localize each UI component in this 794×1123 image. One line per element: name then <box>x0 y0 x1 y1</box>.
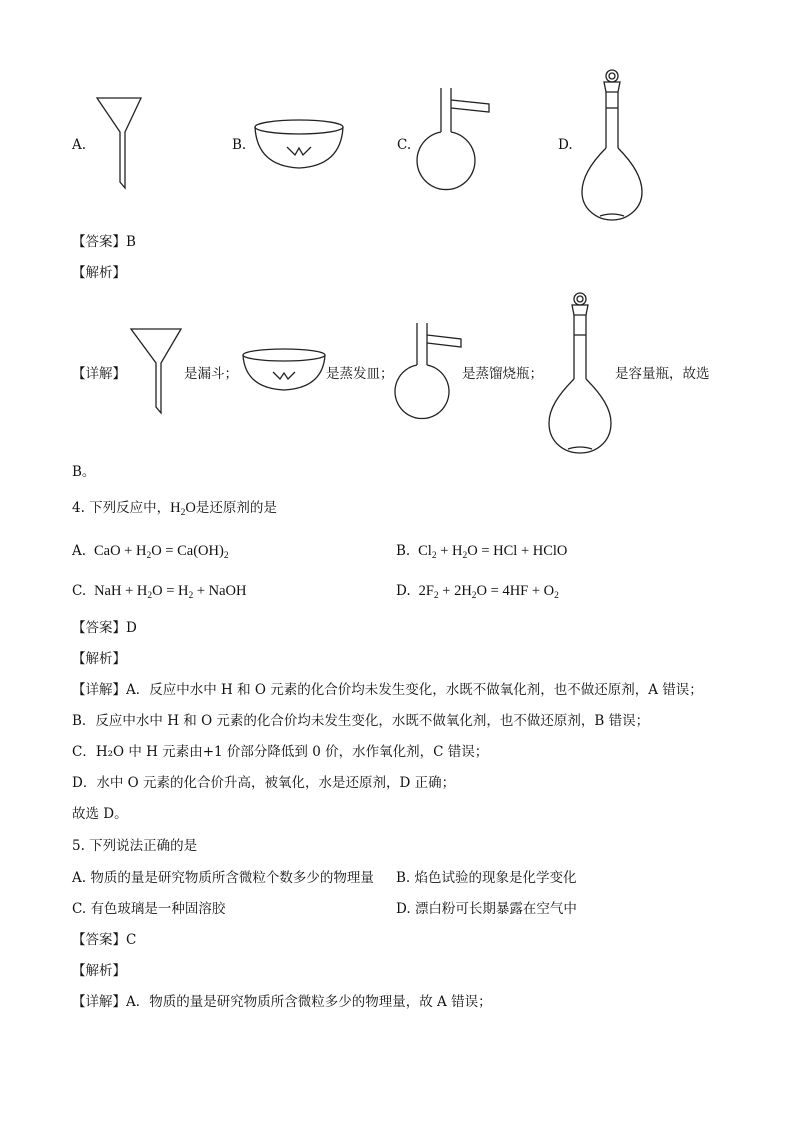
answer-tag: 【答案】 <box>72 932 126 948</box>
option-text: 漂白粉可长期暴露在空气中 <box>414 901 577 917</box>
q4-detail-line-4: D．水中 O 元素的化合价升高，被氧化，水是还原剂，D 正确； <box>72 775 456 791</box>
detail-prefix: C． <box>72 744 96 760</box>
q4-option-b <box>396 542 567 560</box>
q3-option-letter-d: D. <box>558 137 573 153</box>
q3-detail-part-2: 是蒸发皿； <box>326 366 394 382</box>
evaporating-dish-icon <box>254 118 344 170</box>
q3-option-letter-b: B. <box>232 137 247 153</box>
q5-title: 5. 下列说法正确的是 <box>72 838 198 854</box>
q3-detail-tag: 【详解】 <box>72 366 126 382</box>
answer-tag: 【答案】 <box>72 620 126 636</box>
q5-analysis-tag: 【解析】 <box>72 963 126 979</box>
option-letter: B. <box>396 543 411 559</box>
q4-option-b-equation: $Cl_2 + H_2O$ = HCl + HClO <box>414 543 568 561</box>
q3-option-letter-a: A. <box>72 137 87 153</box>
option-letter: C. <box>72 901 87 917</box>
q5-option-d <box>396 900 577 918</box>
detail-text: H₂O 中 H 元素由+1 价部分降低到 0 价，水作氧化剂，C 错误； <box>95 744 489 760</box>
q3-detail-part-4: 是容量瓶，故选 <box>615 366 710 382</box>
q5-option-a <box>72 869 374 887</box>
q4-option-c <box>72 582 247 600</box>
funnel-icon <box>130 327 182 415</box>
option-text: 物质的量是研究物质所含微粒个数多少的物理量 <box>90 870 374 886</box>
q4-title-pre: 4. 下列反应中， <box>72 500 171 516</box>
volumetric-flask-icon <box>547 291 613 455</box>
option-letter: D. <box>396 901 411 917</box>
distillation-flask-icon <box>417 86 493 192</box>
answer-value: D <box>126 620 137 636</box>
option-letter: B. <box>396 870 411 886</box>
option-text: 焰色试验的现象是化学变化 <box>414 870 577 886</box>
option-letter: A. <box>72 870 87 886</box>
funnel-icon <box>96 96 142 188</box>
q4-title-post: 是还原剂的是 <box>195 500 277 516</box>
answer-value: C <box>126 932 137 948</box>
q4-detail-line-1 <box>72 681 703 699</box>
detail-tag: 【详解】 <box>72 682 126 698</box>
q4-option-a <box>72 542 229 560</box>
option-letter: C. <box>72 583 87 599</box>
q4-detail-line-3 <box>72 743 488 761</box>
detail-text: A．物质的量是研究物质所含微粒多少的物理量，故 A 错误； <box>126 994 492 1010</box>
q5-detail-line-1 <box>72 993 492 1011</box>
option-letter: D. <box>396 583 411 599</box>
q4-title-formula: $H_2O$ <box>170 500 196 518</box>
detail-tag: 【详解】 <box>72 994 126 1010</box>
option-text: 有色玻璃是一种固溶胶 <box>90 901 226 917</box>
q3-answer <box>72 233 136 251</box>
q4-option-a-equation: CaO + $H_2O = Ca(OH)_2$ <box>90 543 229 561</box>
q3-option-letter-c: C. <box>397 137 412 153</box>
q3-detail-part-1: 是漏斗； <box>184 366 238 382</box>
q3-detail-part-3: 是蒸馏烧瓶； <box>462 366 543 382</box>
q5-answer <box>72 931 136 949</box>
evaporating-dish-icon <box>242 348 326 392</box>
q4-title <box>72 499 277 517</box>
volumetric-flask-icon <box>580 68 644 222</box>
option-letter: A. <box>72 543 87 559</box>
q4-answer <box>72 619 137 637</box>
q4-detail-line-5: 故选 D。 <box>72 806 128 822</box>
answer-tag: 【答案】 <box>72 234 126 250</box>
distillation-flask-icon <box>397 321 465 423</box>
q4-option-d <box>396 582 559 600</box>
q4-analysis-tag: 【解析】 <box>72 651 126 667</box>
detail-text: A．反应中水中 H 和 O 元素的化合价均未发生变化，水既不做氧化剂，也不做还原剂，A 错误； <box>126 682 703 698</box>
q5-option-b <box>396 869 577 887</box>
q3-detail-end: B。 <box>72 464 96 480</box>
q3-analysis-tag: 【解析】 <box>72 265 126 281</box>
q4-option-c-equation: NaH + $H_2O = H_2$ + NaOH <box>90 583 247 601</box>
q4-detail-line-2: B．反应中水中 H 和 O 元素的化合价均未发生变化，水既不做氧化剂，也不做还原剂，B 错误； <box>72 713 650 729</box>
q5-option-c <box>72 900 225 918</box>
q4-option-d-equation: $2F_2 + 2H_2O = 4HF + O_2$ <box>414 583 559 601</box>
answer-value: B <box>126 234 136 250</box>
